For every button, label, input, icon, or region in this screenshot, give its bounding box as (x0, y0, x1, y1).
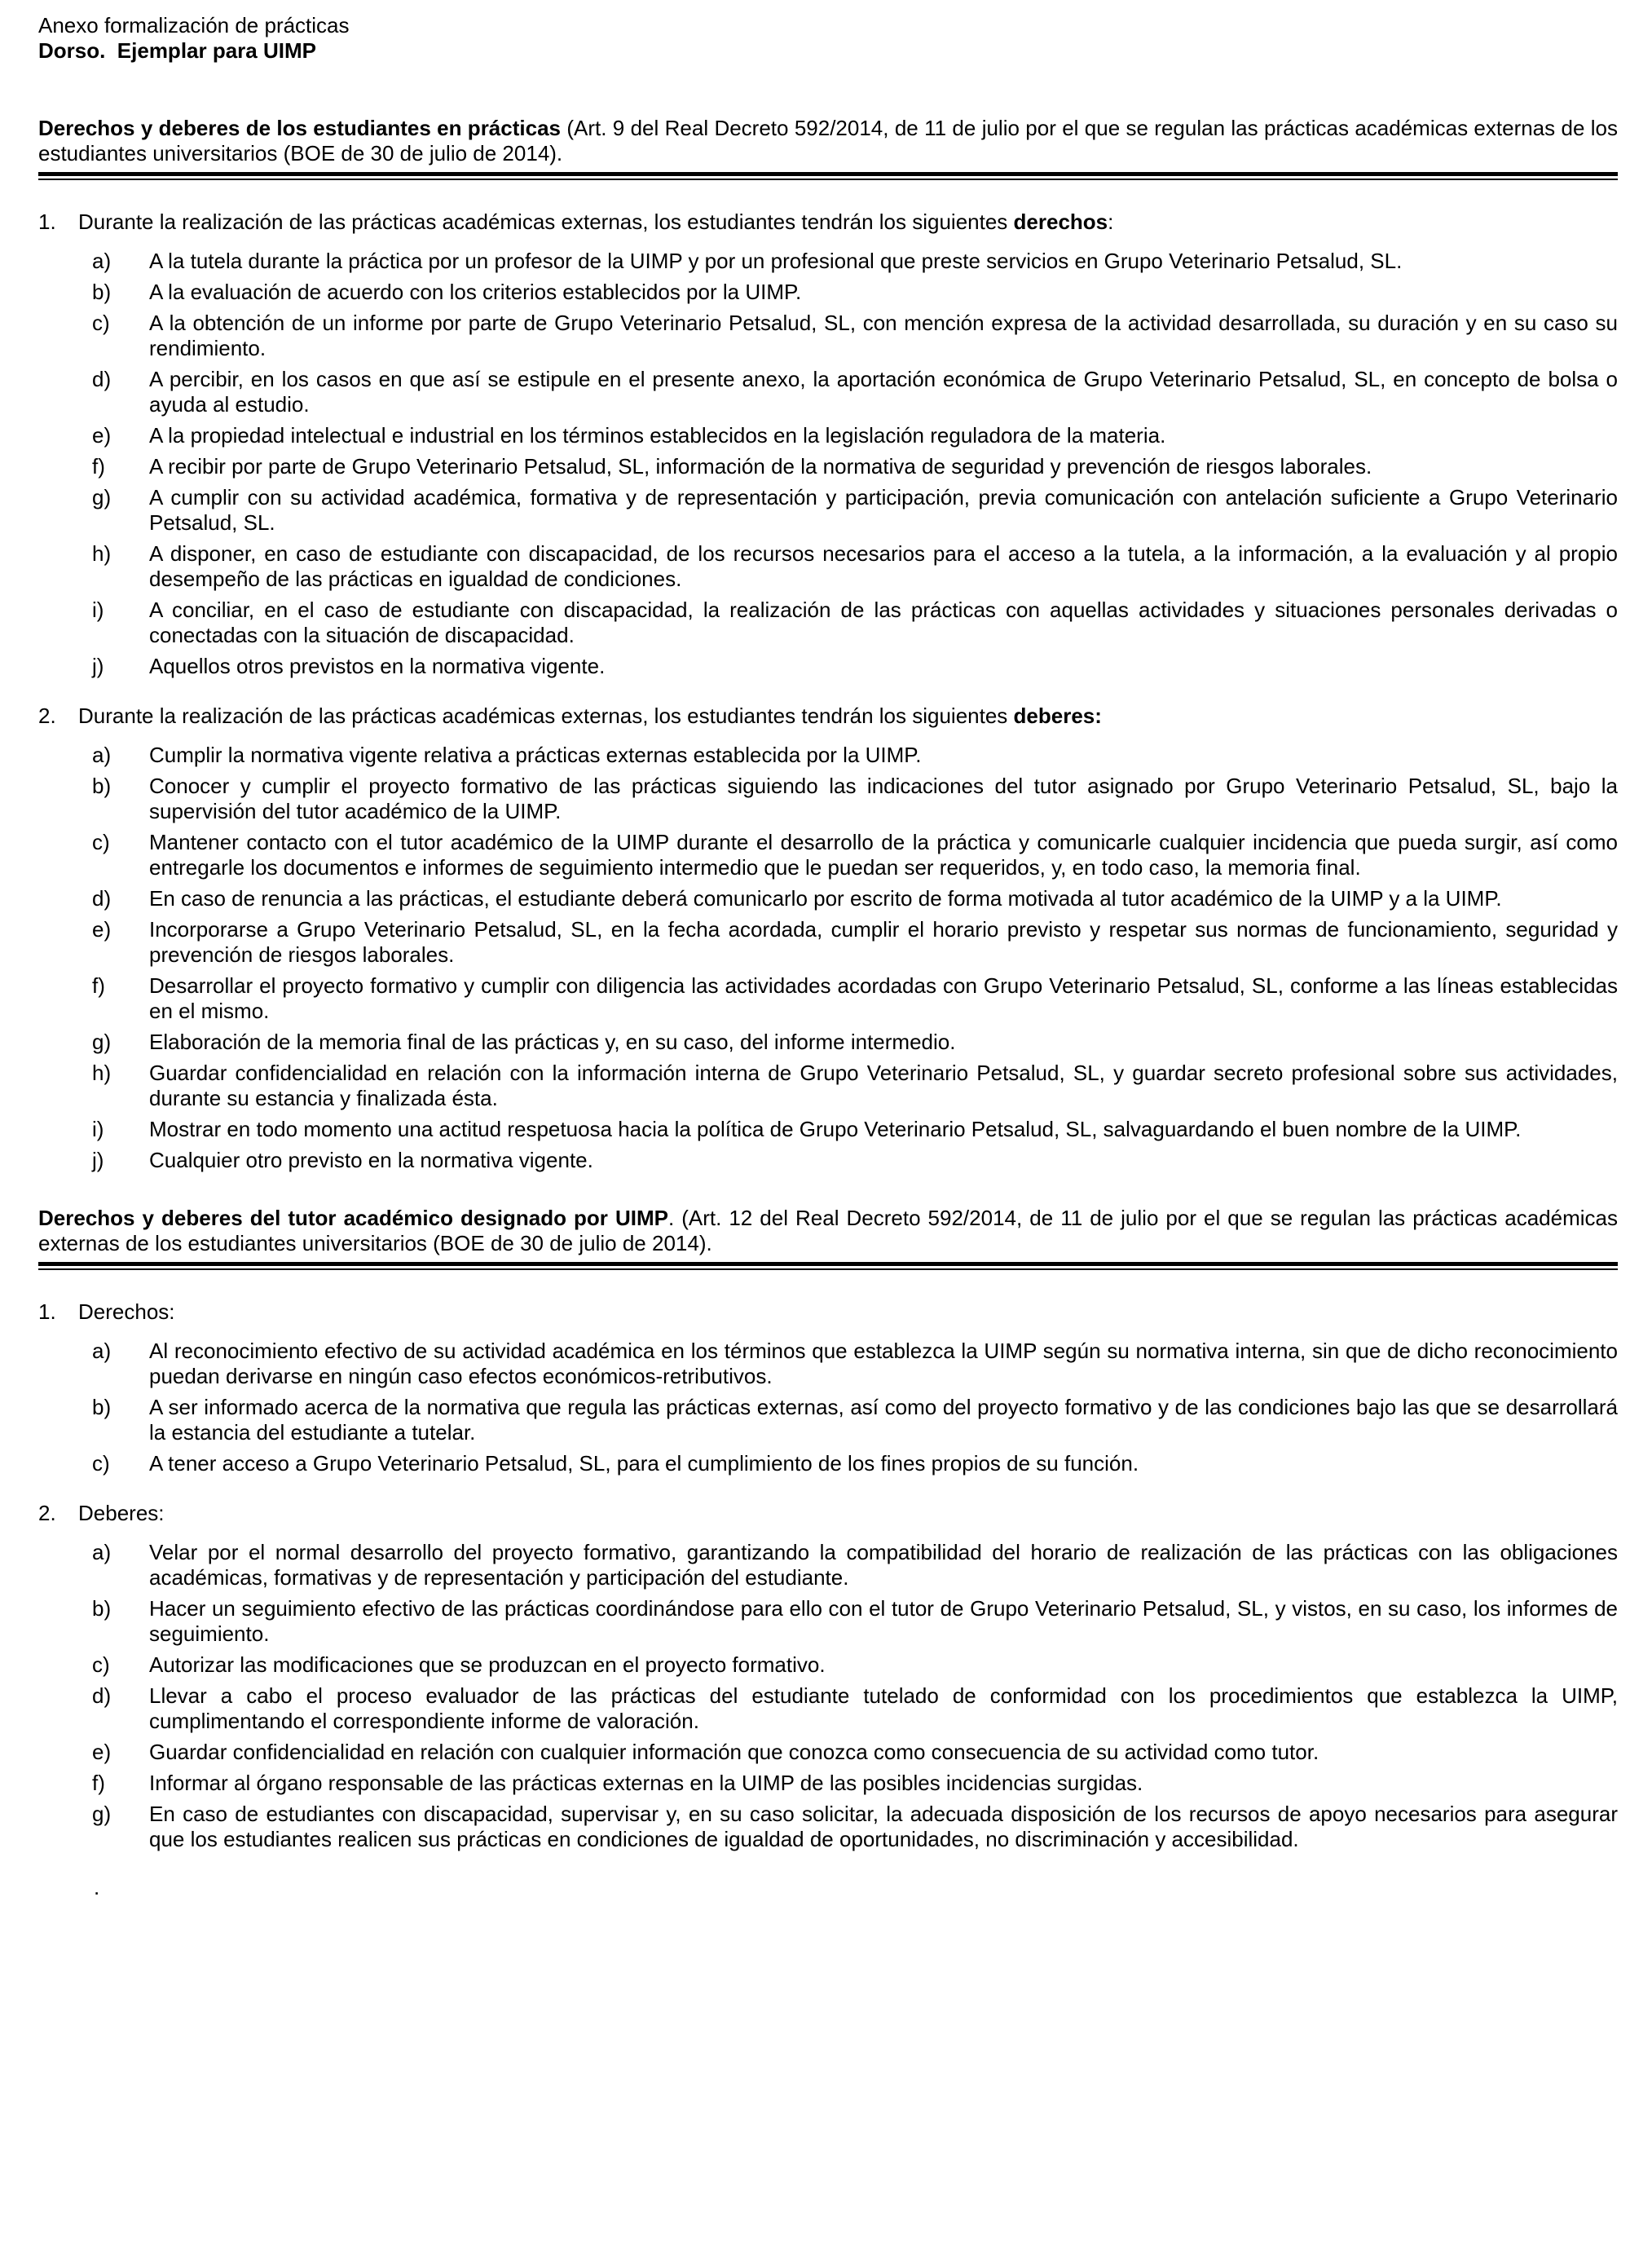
item-text: A la tutela durante la práctica por un profesor de la UIMP y por un profesional que preste servicios en Grupo Veterinario Petsalud, SL. (149, 249, 1403, 273)
list-item (92, 367, 1618, 417)
heading-rule (38, 172, 1618, 180)
list-item (92, 1061, 1618, 1111)
list-item (92, 1771, 1618, 1796)
list-item (92, 249, 1618, 274)
section-intro-text (78, 704, 1618, 729)
item-text: A la propiedad intelectual e industrial en los términos establecidos en la legislación reguladora de la materia. (149, 423, 1166, 448)
item-text: En caso de estudiantes con discapacidad, supervisar y, en su caso solicitar, la adecuada disposición de los recursos de apoyo necesarios para asegurar que los estudiantes realicen sus prácticas en condiciones de igualdad de oportunidades, no discriminación y accesibilidad. (149, 1802, 1618, 1851)
item-text: Velar por el normal desarrollo del proyecto formativo, garantizando la compatibilidad del horario de realización de las prácticas con las obligaciones académicas, formativas y de representación y participación del estudiante. (149, 1540, 1618, 1590)
item-marker: b) (92, 1596, 112, 1621)
tutor-duties-list (92, 1540, 1618, 1852)
item-text: A la evaluación de acuerdo con los criterios establecidos por la UIMP. (149, 280, 802, 304)
list-item (92, 598, 1618, 648)
heading-rule (38, 1262, 1618, 1270)
list-item (92, 973, 1618, 1024)
intro-pre: Durante la realización de las prácticas académicas externas, los estudiantes tendrán los siguientes (78, 704, 1014, 728)
item-text: A la obtención de un informe por parte de Grupo Veterinario Petsalud, SL, con mención expresa de la actividad desarrollada, su duración y en su caso su rendimiento. (149, 311, 1618, 360)
intro-pre: Durante la realización de las prácticas académicas externas, los estudiantes tendrán los siguientes (78, 210, 1014, 234)
list-item (92, 1740, 1618, 1765)
tutor-heading-rest: . (Art. 12 del Real Decreto 592/2014, de 11 de julio por el que se regulan las prácticas académicas externas de los estudiantes universitarios (BOE de 30 de julio de 2014). (38, 1206, 1618, 1255)
item-text: Aquellos otros previstos en la normativa vigente. (149, 654, 606, 678)
item-marker: j) (92, 654, 104, 678)
item-marker: e) (92, 423, 112, 448)
item-marker: e) (92, 917, 112, 942)
section-intro-text (78, 1501, 1618, 1526)
item-marker: d) (92, 1683, 112, 1708)
item-text: Desarrollar el proyecto formativo y cumplir con diligencia las actividades acordadas con Grupo Veterinario Petsalud, SL, conforme a las líneas establecidas en el mismo. (149, 973, 1618, 1023)
item-text: A recibir por parte de Grupo Veterinario Petsalud, SL, información de la normativa de seguridad y prevención de riesgos laborales. (149, 454, 1372, 479)
item-marker: h) (92, 1061, 112, 1085)
item-text: Autorizar las modificaciones que se produzcan en el proyecto formativo. (149, 1652, 826, 1677)
item-marker: b) (92, 1395, 112, 1419)
item-text: Mantener contacto con el tutor académico de la UIMP durante el desarrollo de la práctica y comunicarle cualquier incidencia que pueda surgir, así como entregarle los documentos e informes de seguimiento intermedio que le puedan ser requeridos, y, en todo caso, la memoria final. (149, 830, 1618, 880)
item-marker: d) (92, 886, 112, 911)
item-marker: a) (92, 1540, 112, 1564)
item-marker: c) (92, 1652, 110, 1677)
item-text: Hacer un seguimiento efectivo de las prácticas coordinándose para ello con el tutor de Grupo Veterinario Petsalud, SL, y vistos, en su caso, los informes de seguimiento. (149, 1596, 1618, 1646)
item-text: A percibir, en los casos en que así se estipule en el presente anexo, la aportación económica de Grupo Veterinario Petsalud, SL, en concepto de bolsa o ayuda al estudio. (149, 367, 1618, 417)
section-number: 1. (38, 210, 56, 234)
students-duties-intro (38, 704, 1618, 729)
item-marker: g) (92, 485, 112, 510)
list-item (92, 485, 1618, 536)
tutor-heading (38, 1206, 1618, 1256)
list-item (92, 1030, 1618, 1055)
item-text: A cumplir con su actividad académica, formativa y de representación y participación, previa comunicación con antelación suficiente a Grupo Veterinario Petsalud, SL. (149, 485, 1618, 535)
item-text: Cualquier otro previsto en la normativa vigente. (149, 1148, 593, 1172)
item-text: Al reconocimiento efectivo de su actividad académica en los términos que establezca la UIMP según su normativa interna, sin que de dicho reconocimiento puedan derivarse en ningún caso efectos económicos-retributivos. (149, 1339, 1618, 1388)
item-marker: f) (92, 454, 105, 479)
students-heading-rest: (Art. 9 del Real Decreto 592/2014, de 11 de julio por el que se regulan las prácticas académicas externas de los estudiantes universitarios (BOE de 30 de julio de 2014). (38, 116, 1618, 165)
item-marker: a) (92, 249, 112, 273)
item-text: Llevar a cabo el proceso evaluador de las prácticas del estudiante tutelado de conformidad con los procedimientos que establezca la UIMP, cumplimentando el correspondiente informe de valoración. (149, 1683, 1618, 1733)
tutor-heading-block (38, 1206, 1618, 1270)
intro-pre: Derechos: (78, 1299, 175, 1324)
item-marker: f) (92, 973, 105, 998)
section-intro-text (78, 1299, 1618, 1325)
copy-designation: Dorso. Ejemplar para UIMP (38, 38, 316, 63)
item-marker: a) (92, 743, 112, 767)
list-item (92, 311, 1618, 361)
item-text: Informar al órgano responsable de las prácticas externas en la UIMP de las posibles incidencias surgidas. (149, 1771, 1143, 1795)
list-item (92, 1451, 1618, 1476)
students-rights-list (92, 249, 1618, 679)
students-heading (38, 116, 1618, 166)
doc-header (38, 13, 1618, 64)
list-item (92, 541, 1618, 592)
item-text: Mostrar en todo momento una actitud respetuosa hacia la política de Grupo Veterinario Petsalud, SL, salvaguardando el buen nombre de la UIMP. (149, 1117, 1522, 1141)
tutor-rights-list (92, 1339, 1618, 1476)
list-item (92, 654, 1618, 679)
intro-bold: deberes: (1013, 704, 1102, 728)
item-text: A disponer, en caso de estudiante con discapacidad, de los recursos necesarios para el acceso a la tutela, a la información, a la evaluación y al propio desempeño de las prácticas en igualdad de condiciones. (149, 541, 1618, 591)
list-item (92, 1802, 1618, 1852)
list-item (92, 1148, 1618, 1173)
trailing-period: . (94, 1875, 100, 1899)
item-text: A conciliar, en el caso de estudiante con discapacidad, la realización de las prácticas con aquellas actividades y situaciones personales derivadas o conectadas con la situación de discapacidad. (149, 598, 1618, 647)
list-item (92, 1395, 1618, 1445)
item-marker: c) (92, 830, 110, 854)
item-marker: h) (92, 541, 112, 566)
item-text: Incorporarse a Grupo Veterinario Petsalud, SL, en la fecha acordada, cumplir el horario previsto y respetar sus normas de funcionamiento, seguridad y prevención de riesgos laborales. (149, 917, 1618, 967)
list-item (92, 743, 1618, 768)
item-text: En caso de renuncia a las prácticas, el estudiante deberá comunicarlo por escrito de forma motivada al tutor académico de la UIMP y a la UIMP. (149, 886, 1502, 911)
item-marker: g) (92, 1802, 112, 1826)
tutor-duties-intro (38, 1501, 1618, 1526)
list-item (92, 454, 1618, 479)
list-item (92, 830, 1618, 880)
list-item (92, 1540, 1618, 1590)
item-marker: f) (92, 1771, 105, 1795)
item-marker: d) (92, 367, 112, 391)
annex-title: Anexo formalización de prácticas (38, 13, 350, 37)
item-marker: e) (92, 1740, 112, 1764)
list-item (92, 1596, 1618, 1647)
intro-pre: Deberes: (78, 1501, 165, 1525)
list-item (92, 280, 1618, 305)
item-text: A ser informado acerca de la normativa que regula las prácticas externas, así como del proyecto formativo y de las condiciones bajo las que se desarrollará la estancia del estudiante a tutelar. (149, 1395, 1618, 1445)
item-marker: i) (92, 598, 104, 622)
list-item (92, 917, 1618, 968)
section-intro-text (78, 210, 1618, 235)
item-marker: g) (92, 1030, 112, 1054)
item-marker: j) (92, 1148, 104, 1172)
item-marker: b) (92, 774, 112, 798)
list-item (92, 1117, 1618, 1142)
item-text: Elaboración de la memoria final de las prácticas y, en su caso, del informe intermedio. (149, 1030, 956, 1054)
item-marker: c) (92, 1451, 110, 1476)
item-marker: i) (92, 1117, 104, 1141)
intro-post: : (1108, 210, 1114, 234)
list-item (92, 1652, 1618, 1678)
section-number: 2. (38, 1501, 56, 1525)
item-text: Cumplir la normativa vigente relativa a prácticas externas establecida por la UIMP. (149, 743, 922, 767)
item-text: Guardar confidencialidad en relación con la información interna de Grupo Veterinario Petsalud, SL, y guardar secreto profesional sobre sus actividades, durante su estancia y finalizada ésta. (149, 1061, 1618, 1110)
item-marker: b) (92, 280, 112, 304)
list-item (92, 774, 1618, 824)
list-item (92, 886, 1618, 911)
students-heading-bold: Derechos y deberes de los estudiantes en prácticas (38, 116, 561, 140)
list-item (92, 1339, 1618, 1389)
intro-bold: derechos (1013, 210, 1108, 234)
tutor-rights-intro (38, 1299, 1618, 1325)
item-marker: c) (92, 311, 110, 335)
section-number: 1. (38, 1299, 56, 1324)
item-text: A tener acceso a Grupo Veterinario Petsalud, SL, para el cumplimiento de los fines propios de su función. (149, 1451, 1139, 1476)
list-item (92, 1683, 1618, 1734)
tutor-heading-bold: Derechos y deberes del tutor académico designado por UIMP (38, 1206, 668, 1230)
list-item (92, 423, 1618, 448)
item-text: Guardar confidencialidad en relación con cualquier información que conozca como consecuencia de su actividad como tutor. (149, 1740, 1319, 1764)
section-number: 2. (38, 704, 56, 728)
students-duties-list (92, 743, 1618, 1173)
item-marker: a) (92, 1339, 112, 1363)
item-text: Conocer y cumplir el proyecto formativo de las prácticas siguiendo las indicaciones del tutor asignado por Grupo Veterinario Petsalud, SL, bajo la supervisión del tutor académico de la UIMP. (149, 774, 1618, 823)
students-rights-intro (38, 210, 1618, 235)
